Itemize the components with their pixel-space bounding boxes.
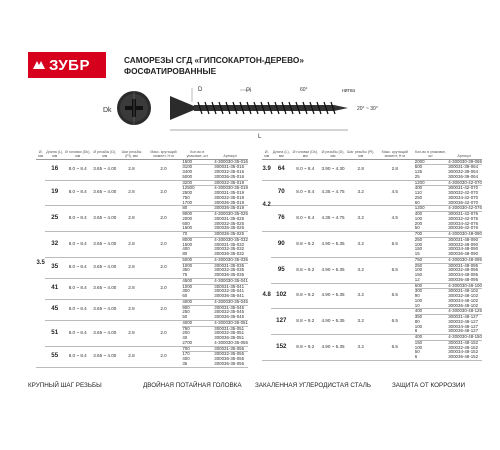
- torque-cell: 2.0: [145, 180, 183, 206]
- label-angle-60: 60°: [300, 87, 308, 93]
- qty-cell: 125: [414, 169, 423, 174]
- article-cell: 300031-48-102: [448, 288, 479, 294]
- article-cell: 300031-48-095: [448, 262, 479, 268]
- qty-cell: 400: [182, 356, 190, 361]
- article-cell: 300031-35-032: [214, 241, 245, 247]
- article-cell: 300031-35-051: [214, 325, 245, 331]
- d-cell: 4.90 ~ 5.35: [319, 257, 346, 283]
- torque-cell: 6.5: [375, 232, 415, 258]
- qty-cell: 500: [414, 164, 423, 170]
- d-cell: 3.65 ~ 4.00: [91, 299, 118, 320]
- qty-cell: 50: [415, 226, 446, 231]
- qty-cell: 1500: [182, 241, 193, 247]
- qty-cell: 8: [415, 329, 446, 334]
- length-cell: 102: [271, 283, 291, 309]
- d-cell: 4.90 ~ 5.35: [319, 309, 346, 335]
- dk-cell: 8.8 ~ 9.2: [291, 309, 319, 335]
- pi-cell: 2.8: [118, 257, 144, 278]
- qty-cell: 3200: [182, 180, 212, 186]
- column-header: Кол-во в упаковке, шт: [182, 143, 212, 159]
- feature-caption-4: ЗАЩИТА ОТ КОРРОЗИИ: [392, 382, 466, 389]
- article-cell: 300032-35-041: [214, 288, 245, 294]
- article-cell: 4-300030-35-055: [214, 339, 248, 345]
- length-cell: 64: [271, 159, 291, 180]
- qty-cell: 700: [182, 346, 212, 352]
- article-cell: 300036-35-025: [212, 226, 248, 231]
- length-cell: 16: [45, 159, 64, 180]
- qty-cell: 150: [414, 339, 423, 345]
- qty-cell: 700: [415, 232, 446, 238]
- feature-caption-3: ЗАКАЛЕННАЯ УГЛЕРОДИСТАЯ СТАЛЬ: [255, 382, 371, 389]
- torque-cell: 6.5: [375, 309, 415, 335]
- qty-cell: 1200: [415, 206, 446, 212]
- article-cell: 4-300030-48-150: [448, 334, 482, 339]
- qty-cell: 200: [414, 220, 423, 226]
- column-header: Артикул: [212, 143, 248, 159]
- article-cell: 4-300030-35-019: [214, 185, 248, 191]
- article-cell: 300036-48-127: [446, 329, 482, 334]
- article-cell: 300031-35-025: [214, 215, 245, 221]
- article-cell: 300031-48-090: [448, 236, 479, 242]
- article-cell: 300036-48-102: [446, 304, 482, 309]
- qty-cell: 750: [182, 194, 190, 200]
- d-cell: 3.65 ~ 4.00: [91, 257, 118, 278]
- dk-cell: 8.8 ~ 9.2: [291, 283, 319, 309]
- article-cell: 4-300030-35-041: [214, 277, 248, 283]
- article-cell: 300036-48-090: [446, 252, 482, 257]
- feature-caption-1: КРУПНЫЙ ШАГ РЕЗЬБЫ: [28, 382, 102, 389]
- d-cell: 3.90 ~ 4.30: [319, 159, 346, 180]
- qty-cell: 70: [182, 232, 212, 238]
- column-header: Кол-во в упаковке, шт: [415, 143, 446, 159]
- torque-cell: 2.0: [145, 232, 183, 258]
- qty-cell: 50: [182, 315, 212, 320]
- d-cell: 3.65 ~ 4.00: [91, 180, 118, 206]
- qty-cell: 100: [414, 344, 423, 350]
- left-spec-table: [36, 143, 248, 368]
- qty-cell: 5000: [182, 257, 212, 263]
- qty-cell: 300: [414, 288, 423, 294]
- torque-cell: 2.8: [375, 159, 415, 180]
- pi-cell: 3.2: [347, 257, 375, 283]
- d-cell: 3.65 ~ 4.00: [91, 206, 118, 232]
- article-cell: 300032-42-076: [448, 215, 479, 221]
- qty-cell: 100: [414, 241, 423, 247]
- article-cell: 300031-48-127: [448, 314, 479, 319]
- qty-cell: 12: [415, 278, 446, 283]
- length-cell: 152: [271, 335, 291, 361]
- article-cell: 300032-35-045: [214, 309, 245, 315]
- length-cell: 25: [45, 206, 64, 232]
- article-cell: 300034-48-102: [448, 297, 479, 303]
- qty-cell: 600: [415, 283, 446, 289]
- article-cell: 300036-48-152: [446, 355, 482, 360]
- diameter-cell: 3.9: [262, 159, 271, 180]
- dk-cell: 8.0 ~ 8.4: [291, 159, 319, 180]
- length-cell: 127: [271, 309, 291, 335]
- article-cell: 4-300030-35-025: [214, 211, 248, 216]
- article-cell: 4-300030-35-035: [214, 256, 248, 262]
- article-cell: 300031-35-016: [214, 164, 245, 170]
- label-l: L: [258, 134, 262, 140]
- article-cell: 300032-39-064: [448, 169, 479, 174]
- column-header: Макс. крутящий момент, Н·м: [145, 143, 183, 159]
- qty-cell: 10: [415, 304, 446, 309]
- d-cell: 4.90 ~ 5.35: [319, 232, 346, 258]
- qty-cell: 1700: [182, 201, 212, 206]
- article-cell: 300031-39-064: [448, 164, 479, 170]
- qty-cell: 4500: [182, 278, 212, 284]
- column-header: Ø резьбы (D), мм: [91, 143, 118, 159]
- d-cell: 4.90 ~ 5.35: [319, 335, 346, 361]
- article-cell: 300031-35-019: [214, 190, 245, 195]
- dk-cell: 8.8 ~ 9.2: [291, 335, 319, 361]
- qty-cell: 2700: [182, 341, 212, 346]
- bison-emblem-icon: [32, 58, 46, 72]
- article-cell: 4-300030-48-125: [448, 308, 482, 314]
- article-cell: 300031-42-070: [448, 185, 479, 191]
- qty-cell: 250: [414, 194, 423, 200]
- article-cell: 300031-42-076: [448, 211, 479, 216]
- article-cell: 4-300030-39-065: [448, 158, 482, 164]
- qty-cell: 400: [415, 335, 446, 341]
- article-cell: 4-300030-42-070: [448, 179, 482, 185]
- article-cell: 300032-35-019: [214, 194, 245, 200]
- qty-cell: 1000: [182, 283, 193, 289]
- article-cell: 300032-35-032: [214, 246, 245, 252]
- article-cell: 300032-35-025: [214, 220, 245, 226]
- article-cell: 300036-35-051: [214, 335, 245, 340]
- article-cell: 300031-48-152: [448, 339, 479, 345]
- dk-cell: 8.0 ~ 8.4: [64, 159, 91, 180]
- article-cell: 300036-35-016: [212, 175, 248, 180]
- article-cell: 300034-42-070: [448, 194, 479, 200]
- qty-cell: 100: [414, 323, 423, 329]
- column-header: Ø резьбы (D), мм: [319, 143, 346, 159]
- qty-cell: 80: [182, 252, 212, 257]
- qty-cell: 300: [182, 288, 190, 294]
- dk-cell: 8.0 ~ 8.4: [64, 278, 91, 299]
- qty-cell: 4000: [182, 299, 212, 305]
- pi-cell: 2.8: [118, 320, 144, 346]
- diameter-cell: 4.2: [262, 180, 271, 232]
- qty-cell: 250: [414, 236, 423, 242]
- pi-cell: 3.2: [347, 283, 375, 309]
- article-cell: 300036-35-019: [212, 206, 248, 212]
- article-cell: 4-300030-48-100: [448, 282, 482, 288]
- torque-cell: 2.0: [145, 278, 183, 299]
- qty-cell: 400: [415, 309, 446, 315]
- pi-cell: 2.8: [118, 346, 144, 367]
- qty-cell: 100: [414, 215, 423, 221]
- length-cell: 32: [45, 232, 64, 258]
- title-line-1: САМОРЕЗЫ СГД «ГИПСОКАРТОН-ДЕРЕВО»: [124, 55, 304, 65]
- qty-cell: 60: [182, 294, 212, 299]
- qty-cell: 80: [182, 206, 212, 212]
- article-cell: 300032-42-070: [448, 190, 479, 195]
- article-cell: 300031-35-041: [214, 283, 245, 289]
- article-cell: 4-300030-35-051: [214, 319, 248, 325]
- dk-cell: 8.0 ~ 8.4: [64, 206, 91, 232]
- article-cell: 300032-48-090: [448, 241, 479, 247]
- length-cell: 70: [271, 180, 291, 206]
- article-cell: 4-300030-35-016: [214, 158, 248, 164]
- qty-cell: 8000: [182, 236, 193, 242]
- qty-cell: 400: [182, 246, 190, 252]
- pi-cell: 2.8: [118, 232, 144, 258]
- qty-cell: 350: [414, 314, 423, 319]
- qty-cell: 35: [182, 362, 212, 367]
- qty-cell: 60: [415, 201, 446, 206]
- dk-cell: 8.0 ~ 8.4: [291, 206, 319, 232]
- article-cell: 4-300030-35-032: [214, 236, 248, 242]
- article-cell: 300036-35-055: [214, 356, 245, 361]
- qty-cell: 250: [182, 309, 190, 315]
- right-table-header: [262, 143, 482, 159]
- torque-cell: 2.0: [145, 159, 183, 180]
- column-header: Артикул: [446, 143, 482, 159]
- torque-cell: 2.0: [145, 320, 183, 346]
- column-header: Длина (L), мм: [271, 143, 291, 159]
- column-header: Ø головки (Dk), мм: [64, 143, 91, 159]
- d-cell: 3.65 ~ 4.00: [91, 320, 118, 346]
- length-cell: 55: [45, 346, 64, 367]
- pi-cell: 2.8: [118, 278, 144, 299]
- length-cell: 19: [45, 180, 64, 206]
- label-thread: нитка: [342, 88, 355, 94]
- qty-cell: 3100: [182, 164, 193, 170]
- article-cell: 300032-35-016: [214, 169, 245, 174]
- torque-cell: 6.5: [375, 257, 415, 283]
- pi-cell: 3.2: [347, 335, 375, 361]
- label-pi: Pi: [246, 88, 252, 94]
- label-d: D: [198, 87, 203, 93]
- qty-cell: 75: [182, 273, 212, 278]
- torque-cell: 2.0: [145, 206, 183, 232]
- qty-cell: 150: [414, 272, 423, 277]
- pi-cell: 3.2: [347, 232, 375, 258]
- qty-cell: 1200: [415, 180, 446, 186]
- qty-cell: 3400: [182, 169, 193, 174]
- article-cell: 300032-48-152: [448, 344, 479, 350]
- article-cell: 300036-35-041: [212, 294, 248, 299]
- length-cell: 35: [45, 257, 64, 278]
- column-header: Ø головки (Dk), мм: [291, 143, 319, 159]
- article-cell: 300032-48-102: [448, 293, 479, 298]
- d-cell: 3.65 ~ 4.00: [91, 278, 118, 299]
- pi-cell: 2.8: [118, 206, 144, 232]
- article-cell: 300036-35-032: [212, 252, 248, 257]
- logo-text: ЗУБР: [49, 56, 90, 74]
- qty-cell: 2500: [182, 190, 193, 195]
- dk-cell: 8.0 ~ 8.4: [64, 180, 91, 206]
- torque-cell: 2.0: [145, 346, 183, 367]
- title-line-2: ФОСФАТИРОВАННЫЕ: [124, 65, 217, 76]
- qty-cell: 25: [415, 175, 446, 180]
- column-header: Макс. крутящий момент, Н·м: [375, 143, 415, 159]
- qty-cell: 2000: [415, 159, 446, 165]
- d-cell: 3.65 ~ 4.00: [91, 159, 118, 180]
- length-cell: 51: [45, 320, 64, 346]
- article-cell: 4-300030-48-090: [448, 231, 482, 236]
- article-cell: 300032-35-019: [212, 180, 248, 186]
- dk-cell: 8.0 ~ 8.4: [64, 257, 91, 278]
- article-cell: 300034-48-090: [448, 246, 479, 252]
- feature-caption-2: ДВОЙНАЯ ПОТАЙНАЯ ГОЛОВКА: [143, 382, 242, 389]
- article-cell: 300036-35-025: [212, 232, 248, 238]
- article-cell: 300036-35-019: [212, 201, 248, 206]
- article-cell: 300034-48-127: [448, 323, 479, 329]
- torque-cell: 6.5: [375, 283, 415, 309]
- column-header: Ø, мм: [262, 143, 271, 159]
- dk-cell: 8.0 ~ 8.4: [64, 320, 91, 346]
- qty-cell: 1500: [182, 226, 212, 231]
- pi-cell: 3.2: [347, 309, 375, 335]
- pi-cell: 2.8: [118, 299, 144, 320]
- article-cell: 300031-35-035: [214, 262, 245, 268]
- qty-cell: 90: [414, 293, 420, 298]
- article-cell: 300034-48-152: [448, 349, 479, 355]
- qty-cell: 1500: [182, 159, 212, 165]
- screw-side-view: [170, 96, 348, 120]
- qty-cell: 750: [415, 257, 446, 263]
- qty-cell: 350: [182, 267, 190, 273]
- pi-cell: 2.8: [118, 159, 144, 180]
- qty-cell: 4000: [182, 320, 212, 326]
- pi-cell: 3.2: [347, 206, 375, 232]
- left-table-header: [36, 143, 248, 159]
- qty-cell: 200: [182, 330, 190, 336]
- length-cell: 95: [271, 257, 291, 283]
- length-cell: 90: [271, 232, 291, 258]
- article-cell: 300034-48-095: [448, 272, 479, 277]
- qty-cell: 170: [182, 351, 190, 357]
- d-cell: 3.65 ~ 4.00: [91, 232, 118, 258]
- column-header: Длина (L), мм: [45, 143, 64, 159]
- dk-cell: 8.0 ~ 8.4: [64, 299, 91, 320]
- qty-cell: 80: [414, 318, 420, 324]
- article-cell: 300031-35-045: [214, 304, 245, 310]
- d-cell: 4.90 ~ 5.35: [319, 283, 346, 309]
- qty-cell: 150: [414, 246, 423, 252]
- length-cell: 41: [45, 278, 64, 299]
- article-cell: 300032-48-095: [448, 267, 479, 273]
- length-cell: 45: [45, 299, 64, 320]
- article-cell: 300036-39-064: [446, 175, 482, 180]
- d-cell: 4.35 ~ 4.75: [319, 206, 346, 232]
- article-cell: 300036-48-095: [446, 278, 482, 283]
- torque-cell: 2.0: [145, 257, 183, 278]
- article-cell: 4-300030-42-076: [448, 205, 482, 211]
- d-cell: 4.35 ~ 4.75: [319, 180, 346, 206]
- qty-cell: 5000: [182, 175, 212, 180]
- torque-cell: 6.5: [375, 335, 415, 361]
- dk-cell: 8.0 ~ 8.4: [64, 232, 91, 258]
- qty-cell: 12500: [182, 185, 195, 191]
- pi-cell: 2.8: [118, 180, 144, 206]
- dk-cell: 8.0 ~ 8.4: [291, 180, 319, 206]
- article-cell: 300034-42-076: [448, 220, 479, 226]
- qty-cell: 50: [414, 349, 420, 355]
- article-cell: 300032-48-127: [448, 318, 479, 324]
- pi-cell: 2.8: [347, 159, 375, 180]
- qty-cell: 110: [414, 190, 422, 195]
- qty-cell: 900: [182, 304, 190, 310]
- torque-cell: 4.5: [375, 206, 415, 232]
- d-cell: 3.65 ~ 4.00: [91, 346, 118, 367]
- qty-cell: 400: [414, 185, 423, 191]
- diameter-cell: 4.8: [262, 232, 271, 361]
- qty-cell: 6: [415, 355, 446, 360]
- label-angle-20-30: 20° ~ 30°: [357, 106, 378, 112]
- product-title: [124, 55, 304, 76]
- length-cell: 76: [271, 206, 291, 232]
- qty-cell: 600: [182, 220, 190, 226]
- column-header: Шаг резьбы (Pi), мм: [118, 143, 144, 159]
- dk-cell: 8.8 ~ 9.2: [291, 232, 319, 258]
- article-cell: 4-300030-48-095: [448, 256, 482, 262]
- screw-drawing: [100, 82, 400, 144]
- qty-cell: 250: [414, 262, 423, 268]
- column-header: Шаг резьбы (Pi), мм: [347, 143, 375, 159]
- brand-logo: [28, 52, 106, 78]
- right-spec-table: [262, 143, 482, 361]
- article-cell: 300032-35-035: [214, 267, 245, 273]
- article-cell: 300031-35-055: [212, 346, 248, 352]
- article-cell: 300036-35-055: [212, 362, 248, 367]
- article-cell: 300036-35-045: [212, 315, 248, 320]
- article-cell: 300032-35-055: [214, 351, 245, 357]
- dk-cell: 8.8 ~ 9.2: [291, 257, 319, 283]
- column-header: Ø, мм: [36, 143, 45, 159]
- qty-cell: 2000: [182, 215, 193, 221]
- qty-cell: 9000: [182, 211, 193, 216]
- diameter-cell: 3.5: [36, 159, 45, 367]
- dk-cell: 8.0 ~ 8.4: [64, 346, 91, 367]
- pi-cell: 3.2: [347, 180, 375, 206]
- article-cell: 4-300030-35-045: [214, 298, 248, 304]
- label-dk: Dk: [103, 107, 112, 114]
- qty-cell: 400: [414, 211, 423, 216]
- torque-cell: 4.5: [375, 180, 415, 206]
- qty-cell: 1000: [182, 262, 193, 268]
- article-cell: 300036-35-035: [212, 273, 248, 278]
- qty-cell: 40: [182, 335, 188, 340]
- qty-cell: 100: [414, 267, 423, 273]
- article-cell: 300036-42-076: [446, 226, 482, 231]
- article-cell: 300036-42-070: [446, 201, 482, 206]
- qty-cell: 15: [415, 252, 446, 257]
- article-cell: 300032-35-051: [214, 330, 245, 336]
- torque-cell: 2.0: [145, 299, 183, 320]
- qty-cell: 100: [414, 297, 423, 303]
- qty-cell: 750: [182, 325, 190, 331]
